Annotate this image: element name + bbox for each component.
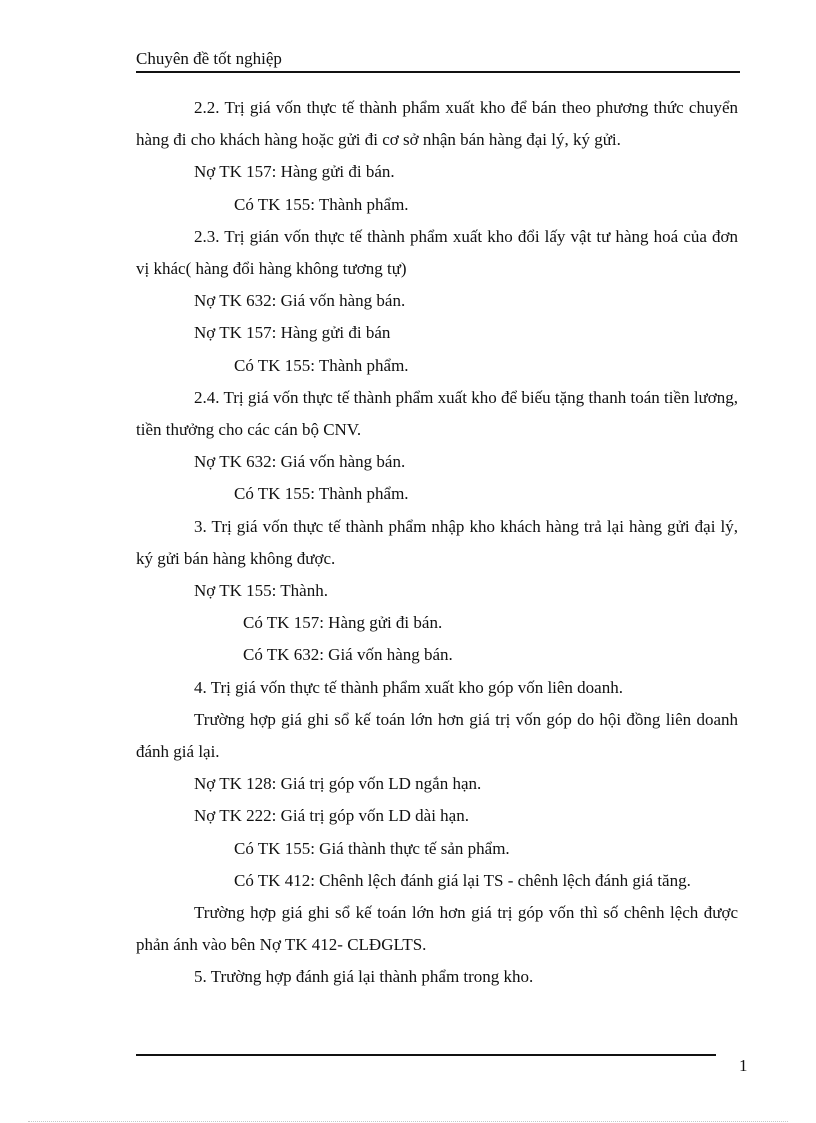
entry-credit: Có TK 157: Hàng gửi đi bán.	[243, 613, 443, 633]
entry-debit: Nợ TK 222: Giá trị góp vốn LD dài hạn.	[194, 806, 469, 826]
paragraph: 2.3. Trị gián vốn thực tế thành phẩm xuất kho đổi lấy vật tư hàng hoá của đơn vị khác( hàng đổi hàng không tương tự)	[136, 226, 738, 279]
paragraph: Trường hợp giá ghi sổ kế toán lớn hơn giá trị góp vốn thì số chênh lệch được phản ánh vào bên Nợ TK 412- CLĐGLTS.	[136, 903, 738, 955]
entry-debit: Nợ TK 155: Thành.	[194, 581, 328, 601]
document-body	[136, 92, 738, 994]
entry-debit: Nợ TK 157: Hàng gửi đi bán	[194, 323, 391, 343]
entry-debit: Nợ TK 632: Giá vốn hàng bán.	[194, 452, 406, 472]
entry-debit: Nợ TK 128: Giá trị góp vốn LD ngắn hạn.	[194, 774, 482, 794]
page-edge-dotted-line	[28, 1121, 788, 1122]
entry-credit: Có TK 155: Thành phẩm.	[234, 484, 409, 504]
page-number: 1	[739, 1056, 748, 1075]
paragraph: 4. Trị giá vốn thực tế thành phẩm xuất kho góp vốn liên doanh.	[194, 677, 623, 697]
footer-rule	[136, 1054, 716, 1056]
entry-credit: Có TK 155: Giá thành thực tế sản phẩm.	[234, 838, 510, 858]
entry-credit: Có TK 632: Giá vốn hàng bán.	[243, 645, 453, 665]
paragraph: 2.4. Trị giá vốn thực tế thành phẩm xuất kho để biếu tặng thanh toán tiền lương, tiền thưởng cho các cán bộ CNV.	[136, 387, 738, 440]
entry-credit: Có TK 155: Thành phẩm.	[234, 355, 409, 375]
header-title: Chuyên đề tốt nghiệp	[136, 49, 282, 68]
paragraph: 3. Trị giá vốn thực tế thành phẩm nhập kho khách hàng trả lại hàng gửi đại lý, ký gửi bán hàng không được.	[136, 516, 738, 568]
entry-credit: Có TK 412: Chênh lệch đánh giá lại TS - chênh lệch đánh giá tăng.	[234, 870, 691, 890]
entry-credit: Có TK 155: Thành phẩm.	[234, 194, 409, 214]
entry-debit: Nợ TK 632: Giá vốn hàng bán.	[194, 291, 406, 311]
paragraph: Trường hợp giá ghi sổ kế toán lớn hơn giá trị vốn góp do hội đồng liên doanh đánh giá lại.	[136, 709, 738, 762]
paragraph: 2.2. Trị giá vốn thực tế thành phẩm xuất kho để bán theo phương thức chuyển hàng đi cho khách hàng hoặc gửi đi cơ sở nhận bán hàng đại lý, ký gửi.	[136, 98, 738, 150]
entry-debit: Nợ TK 157: Hàng gửi đi bán.	[194, 162, 395, 182]
header-rule	[136, 71, 740, 73]
paragraph: 5. Trường hợp đánh giá lại thành phẩm trong kho.	[194, 967, 534, 987]
